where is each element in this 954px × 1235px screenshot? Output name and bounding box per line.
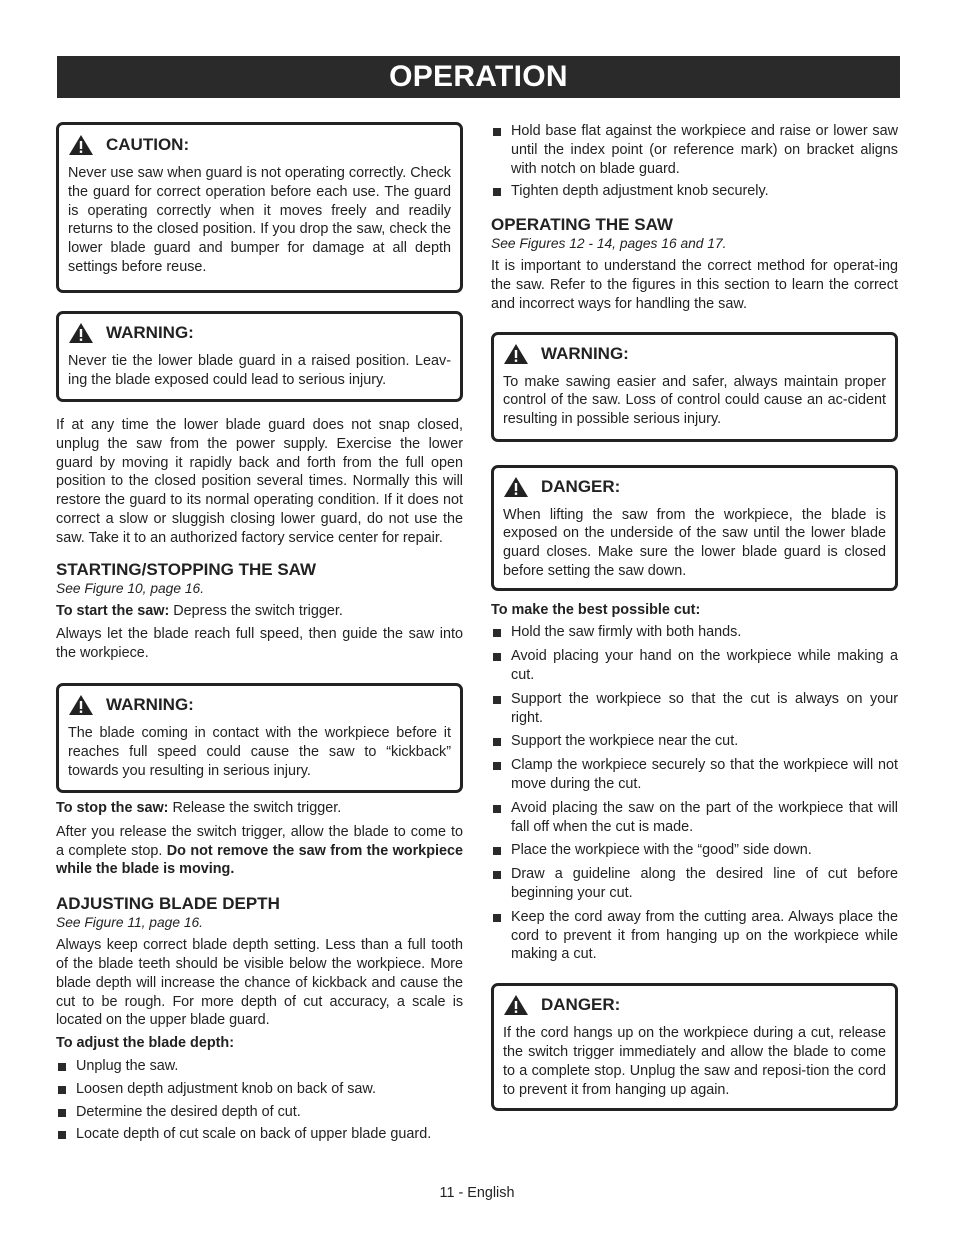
figure-reference: See Figures 12 - 14, pages 16 and 17. [491, 236, 727, 252]
list-item: Determine the desired depth of cut. [56, 1103, 463, 1122]
stop-label: To stop the saw: [56, 799, 169, 816]
stop-paragraph-text: After you release the switch trigger, allow the blade to come to a complete stop. [56, 823, 463, 859]
warning-label: WARNING: [541, 343, 629, 363]
section-heading-blade-depth: ADJUSTING BLADE DEPTH [56, 894, 280, 914]
best-cut-subheading: To make the best possible cut: [491, 601, 701, 618]
caution-label: CAUTION: [106, 135, 190, 154]
warning-triangle-icon [503, 994, 529, 1016]
list-item: Tighten depth adjustment knob securely. [491, 182, 898, 201]
caution-header [68, 134, 451, 156]
stop-instruction [56, 799, 463, 818]
warning-triangle-icon [68, 134, 94, 156]
stop-paragraph [56, 823, 463, 879]
page-title: OPERATION [57, 56, 900, 98]
warning-header [68, 694, 451, 716]
adjust-depth-subheading: To adjust the blade depth: [56, 1035, 235, 1052]
warning-text: The blade coming in contact with the workpiece before it reaches full speed could cause the saw to “kickback” towards you resulting in serious injury. [68, 724, 451, 779]
adjust-depth-list [56, 1057, 463, 1144]
list-item: Place the workpiece with the “good” side down. [491, 841, 898, 860]
list-item: Avoid placing the saw on the part of the workpiece that will fall off when the cut is made. [491, 799, 898, 837]
list-item: Avoid placing your hand on the workpiece while making a cut. [491, 647, 898, 685]
list-item: Keep the cord away from the cutting area. Always place the cord to prevent it from hanging up on the workpiece while making a cut. [491, 908, 898, 964]
start-text: Depress the switch trigger. [169, 602, 343, 619]
warning-label: WARNING: [106, 694, 194, 714]
figure-reference: See Figure 11, page 16. [56, 915, 204, 931]
page-number: 11 - English [439, 1185, 515, 1201]
operating-paragraph: It is important to understand the correct method for operat-ing the saw. Refer to the figures in this section to learn the correct and incorrect ways for handling the saw. [491, 258, 898, 312]
list-item: Support the workpiece near the cut. [491, 732, 898, 751]
warning-header [68, 322, 451, 344]
warning-triangle-icon [503, 343, 529, 365]
adjust-depth-list-continued [491, 122, 898, 201]
warning-box-control [491, 332, 898, 442]
caution-box [56, 122, 463, 293]
list-item: Hold the saw firmly with both hands. [491, 623, 898, 642]
danger-text: When lifting the saw from the workpiece, the blade is exposed on the underside of the saw until the lower blade guard closes. Make sure the lower blade guard is closed before setting the saw down. [503, 506, 886, 579]
warning-box-guard [56, 311, 463, 402]
list-item: Draw a guideline along the desired line of cut before beginning your cut. [491, 865, 898, 903]
figure-reference: See Figure 10, page 16. [56, 580, 205, 596]
danger-label: DANGER: [541, 995, 621, 1015]
best-cut-list [491, 623, 898, 964]
warning-header [503, 343, 886, 365]
danger-header [503, 476, 886, 498]
warning-label: WARNING: [106, 323, 194, 342]
list-item: Loosen depth adjustment knob on back of saw. [56, 1080, 463, 1099]
warning-text: Never tie the lower blade guard in a raised position. Leav-ing the blade exposed could lead to serious injury. [68, 353, 451, 388]
section-heading-operating: OPERATING THE SAW [491, 215, 673, 235]
danger-box-cord [491, 983, 898, 1111]
warning-text: To make sawing easier and safer, always maintain proper control of the saw. Loss of control could cause an ac-cident resulting in possible serious injury. [503, 373, 886, 428]
section-heading-starting-stopping: STARTING/STOPPING THE SAW [56, 559, 317, 579]
full-speed-paragraph: Always let the blade reach full speed, then guide the saw into the workpiece. [56, 626, 463, 662]
blade-depth-paragraph: Always keep correct blade depth setting. Less than a full tooth of the blade teeth should be visible below the workpiece. More blade depth will increase the chance of kickback and cause the cut to be rough. For more depth of cut accuracy, a scale is located on the upper blade guard. [56, 937, 463, 1029]
list-item: Clamp the workpiece securely so that the workpiece will not move during the cut. [491, 756, 898, 794]
caution-text: Never use saw when guard is not operating correctly. Check the guard for correct operation before each use. The guard is operating correctly when it moves freely and readily returns to the closed position. If you drop the saw, check the lower blade guard and bumper for damage at all depth settings before reuse. [68, 165, 451, 275]
left-column [56, 122, 463, 1144]
warning-triangle-icon [503, 476, 529, 498]
guard-paragraph: If at any time the lower blade guard does not snap closed, unplug the saw from the power supply. Exercise the lower guard by moving it rapidly back and forth from the full open position to the closed position several times. Normally this will restore the guard to its normal operating condition. If it does not correct a slow or sluggish closing lower guard, do not use the saw. Take it to an authorized factory service center for repair. [56, 417, 463, 546]
danger-box-lifting [491, 465, 898, 591]
warning-triangle-icon [68, 322, 94, 344]
list-item: Support the workpiece so that the cut is always on your right. [491, 690, 898, 728]
warning-box-kickback [56, 683, 463, 793]
stop-text: Release the switch trigger. [168, 799, 342, 816]
list-item: Unplug the saw. [56, 1057, 463, 1076]
danger-header [503, 994, 886, 1016]
stop-paragraph-bold: Do not remove the saw from the workpiece while the blade is moving. [56, 842, 463, 878]
list-item: Locate depth of cut scale on back of upper blade guard. [56, 1125, 463, 1144]
danger-label: DANGER: [541, 476, 621, 496]
list-item: Hold base flat against the workpiece and raise or lower saw until the index point (or reference mark) on bracket aligns with notch on blade guard. [491, 122, 898, 178]
start-instruction [56, 602, 463, 621]
start-label: To start the saw: [56, 602, 170, 619]
danger-text: If the cord hangs up on the workpiece during a cut, release the switch trigger immediately and allow the blade to come to a complete stop. Unplug the saw and reposi-tion the cord to prevent it from hanging up again. [503, 1025, 886, 1098]
right-column [491, 122, 898, 1111]
warning-triangle-icon [68, 694, 94, 716]
